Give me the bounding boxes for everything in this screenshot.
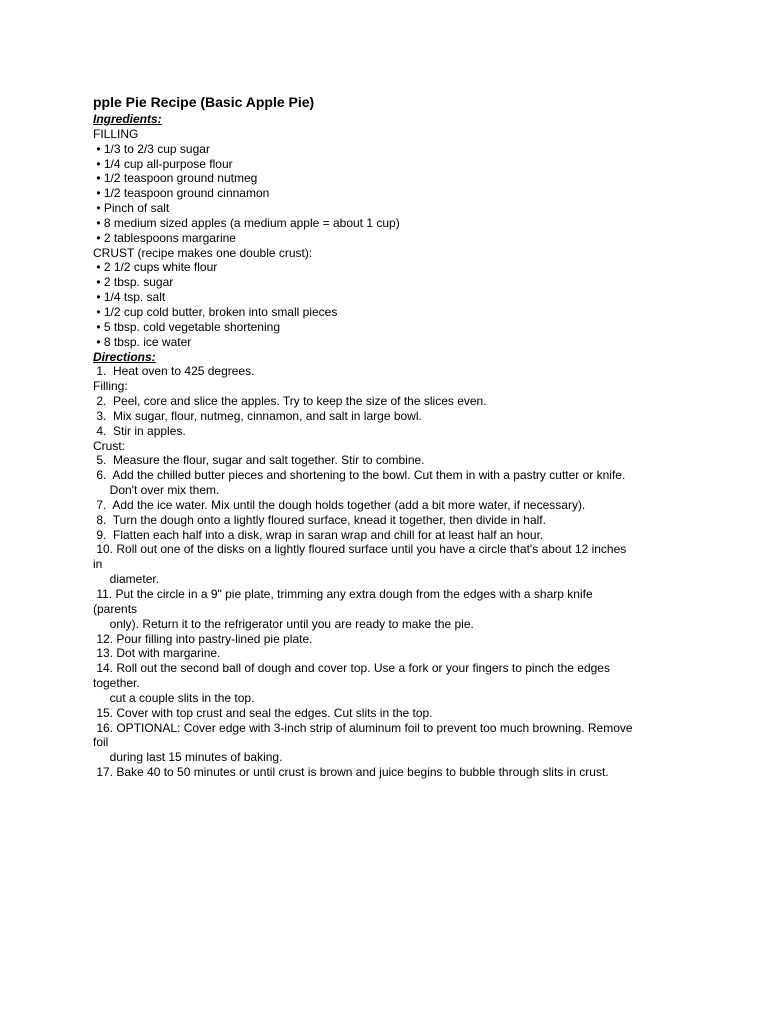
ingredient-item: • 2 tbsp. sugar [93,275,174,290]
ingredient-item: • Pinch of salt [93,201,170,216]
direction-line: 15. Cover with top crust and seal the edges. Cut slits in the top. [93,705,433,720]
direction-line: 8. Turn the dough onto a lightly floured surface, knead it together, then divide in half. [93,512,546,527]
directions-heading: Directions: [93,349,156,364]
ingredient-item: • 1/4 tsp. salt [93,290,166,305]
direction-line: 13. Dot with margarine. [93,646,221,661]
direction-line: during last 15 minutes of baking. [93,750,283,765]
direction-line: in [93,557,103,572]
direction-subheading: Crust: [93,438,126,453]
direction-line: together. [93,676,140,691]
direction-line: only). Return it to the refrigerator until you are ready to make the pie. [93,616,474,631]
direction-line: 9. Flatten each half into a disk, wrap in saran wrap and chill for at least half an hour. [93,527,544,542]
ingredient-item: • 2 1/2 cups white flour [93,260,218,275]
direction-line: 11. Put the circle in a 9" pie plate, trimming any extra dough from the edges with a sharp knife [93,587,593,601]
direction-line: 5. Measure the flour, sugar and salt together. Stir to combine. [93,453,425,468]
direction-subheading: Filling: [93,379,128,394]
direction-line: cut a couple slits in the top. [93,690,255,705]
direction-line: 7. Add the ice water. Mix until the dough holds together (add a bit more water, if necessary). [93,497,586,512]
page-title: pple Pie Recipe (Basic Apple Pie) [93,94,315,110]
direction-line: foil [93,735,109,750]
direction-line: 4. Stir in apples. [93,423,186,438]
ingredient-item: • 1/4 cup all-purpose flour [93,156,233,171]
direction-line: 16. OPTIONAL: Cover edge with 3-inch strip of aluminum foil to prevent too much browning. Remove [93,720,633,735]
recipe-document [93,94,678,780]
ingredient-item: • 1/2 teaspoon ground nutmeg [93,171,258,186]
filling-label: FILLING [93,126,139,141]
ingredient-item: • 1/2 cup cold butter, broken into small pieces [93,304,338,319]
direction-line: 14. Roll out the second ball of dough and cover top. Use a fork or your fingers to pinch the edges [93,661,610,676]
ingredient-item: • 2 tablespoons margarine [93,230,236,245]
ingredient-item: • 8 tbsp. ice water [93,334,192,349]
direction-line: 12. Pour filling into pastry-lined pie plate. [93,631,313,646]
crust-label: CRUST (recipe makes one double crust): [93,245,313,260]
direction-line: (parents [93,601,138,616]
direction-line: 6. Add the chilled butter pieces and shortening to the bowl. Cut them in with a pastry cutter or knife. [93,468,626,483]
direction-line: 10. Roll out one of the disks on a lightly floured surface until you have a circle that's about 12 inches [93,542,627,557]
ingredients-heading: Ingredients: [93,112,162,126]
direction-line: 2. Peel, core and slice the apples. Try to keep the size of the slices even. [93,394,487,409]
direction-line: 3. Mix sugar, flour, nutmeg, cinnamon, and salt in large bowl. [93,408,422,423]
direction-line: diameter. [93,572,160,587]
ingredient-item: • 5 tbsp. cold vegetable shortening [93,319,280,334]
direction-line: 17. Bake 40 to 50 minutes or until crust is brown and juice begins to bubble through slits in crust. [93,765,609,780]
direction-line: 1. Heat oven to 425 degrees. [93,364,255,379]
direction-line: Don't over mix them. [93,483,220,498]
ingredient-item: • 1/3 to 2/3 cup sugar [93,141,210,156]
ingredient-item: • 8 medium sized apples (a medium apple = about 1 cup) [93,215,400,230]
ingredient-item: • 1/2 teaspoon ground cinnamon [93,186,270,201]
